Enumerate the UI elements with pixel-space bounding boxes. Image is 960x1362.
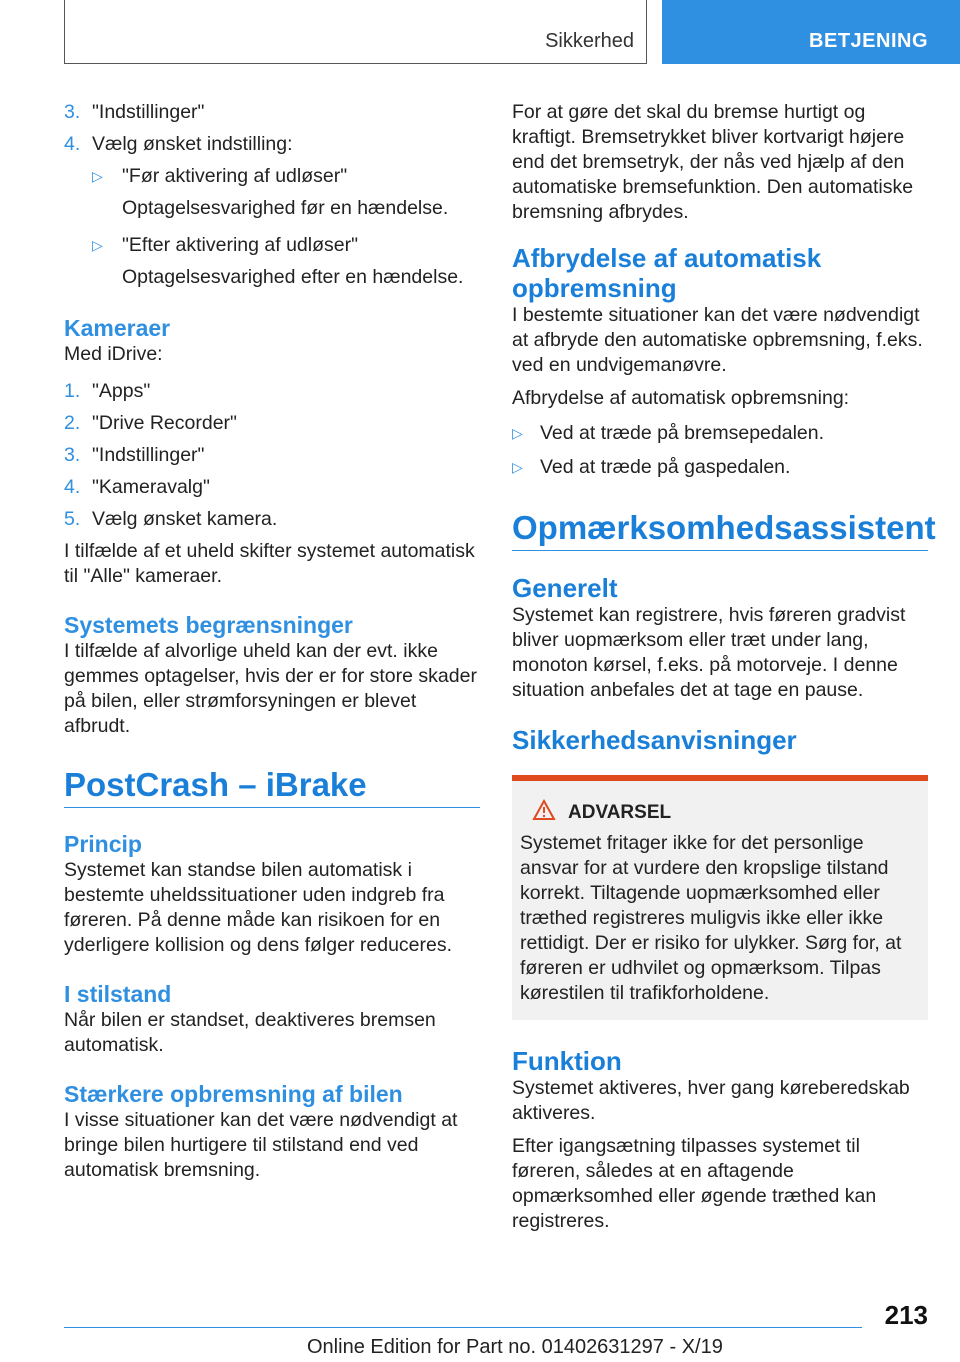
triangle-bullet-icon: ▷ [512, 459, 523, 475]
intro-text: For at gøre det skal du bremse hurtigt og kraftigt. Bremsetrykket bliver kortvarigt højere end det bremsetryk, der nås ved hjælp af den automatiske bremsefunktion. Den automatiske bremsning afbrydes. [512, 101, 914, 223]
list-number: 4. [64, 476, 81, 498]
kameraer-intro: Med iDrive: [64, 343, 163, 365]
funktion-text-1: Systemet aktiveres, hver gang køreberedskab aktiveres. [512, 1077, 910, 1124]
heading-systemets: Systemets begrænsninger [64, 612, 353, 638]
header-tab [662, 0, 960, 64]
generelt-text: Systemet kan registrere, hvis føreren gradvist bliver uopmærksom eller træt under lang, monoton kørsel, f.eks. på motorveje. I denne situation anbefales det at tage en pause. [512, 604, 906, 701]
stilstand-text: Når bilen er standset, deaktiveres bremsen automatisk. [64, 1009, 436, 1056]
afbrydelse-text: I bestemte situationer kan det være nødvendigt at afbryde den automatiske opbremsning, f.eks. ved en undvigemanøvre. [512, 304, 923, 376]
list-item [64, 507, 480, 532]
list-item [64, 411, 480, 436]
bullet-item [92, 164, 480, 189]
list-item [64, 100, 480, 125]
heading-opmaerksomhed: Opmærksomhedsassistent [512, 509, 936, 546]
chapter-heading-wrap [512, 506, 936, 551]
heading-postcrash: PostCrash – iBrake [64, 766, 367, 803]
list-text: "Indstillinger" [92, 444, 205, 466]
bullet-subtext: Optagelsesvarighed før en hændelse. [122, 197, 449, 219]
staerkere-text: I visse situationer kan det være nødvendigt at bringe bilen hurtigere til stilstand end ved automatisk bremsning. [64, 1109, 458, 1181]
heading-staerkere: Stærkere opbremsning af bilen [64, 1081, 403, 1107]
heading-sikkerhedsanvisninger: Sikkerhedsanvisninger [512, 725, 797, 755]
kameraer-text: I tilfælde af et uheld skifter systemet automatisk til "Alle" kameraer. [64, 540, 475, 587]
triangle-bullet-icon: ▷ [512, 425, 523, 441]
warning-box [512, 775, 928, 1020]
left-column [64, 100, 480, 1191]
heading-afbrydelse: Afbrydelse af automatisk opbremsning [512, 243, 822, 303]
list-item [64, 132, 480, 157]
list-item [64, 379, 480, 404]
header-section-title: Sikkerhed [545, 30, 634, 52]
warning-triangle-icon [520, 799, 568, 827]
list-number: 4. [64, 133, 81, 155]
header-tab-label: BETJENING [809, 30, 928, 52]
footer-divider [64, 1327, 862, 1328]
bullet-text: "Før aktivering af udløser" [122, 165, 348, 187]
footer-edition: Online Edition for Part no. 01402631297 - X/19 [307, 1336, 723, 1358]
warning-title: ADVARSEL [568, 802, 672, 823]
bullet-item [512, 421, 928, 446]
bullet-text: Ved at træde på bremsepedalen. [540, 422, 825, 444]
heading-funktion: Funktion [512, 1046, 622, 1076]
warning-header [520, 799, 920, 827]
warning-text: Systemet fritager ikke for det personlige ansvar for at vurdere den kropslige tilstand korrekt. Tiltagende uopmærksomhed eller træthed registreres muligvis ikke eller ikke rettidigt. Der er risiko for ulykker. Sørg for, at føreren er udhvilet og opmærksom. Tilpas kørestilen til trafikforholdene. [520, 832, 902, 1004]
heading-generelt: Generelt [512, 573, 618, 603]
list-number: 5. [64, 508, 81, 530]
systemets-text: I tilfælde af alvorlige uheld kan der evt. ikke gemmes optagelser, hvis der er for store skader på bilen, eller strømforsyningen er blevet afbrudt. [64, 640, 477, 737]
list-number: 2. [64, 412, 81, 434]
bullet-text: "Efter aktivering af udløser" [122, 234, 359, 256]
chapter-heading-wrap [64, 763, 480, 808]
heading-princip: Princip [64, 831, 142, 857]
list-number: 1. [64, 380, 81, 402]
bullet-subtext: Optagelsesvarighed efter en hændelse. [122, 266, 464, 288]
list-text: "Kameravalg" [92, 476, 210, 498]
triangle-bullet-icon: ▷ [92, 168, 103, 184]
list-text: "Indstillinger" [92, 101, 205, 123]
page-number: 213 [884, 1300, 928, 1330]
list-text: Vælg ønsket kamera. [92, 508, 278, 530]
princip-text: Systemet kan standse bilen automatisk i bestemte uheldssituationer uden indgreb fra føreren. På denne måde kan risikoen for en yderligere kollision og dens følger reduceres. [64, 859, 453, 956]
right-column [512, 100, 936, 1242]
list-text: Vælg ønsket indstilling: [92, 133, 293, 155]
list-number: 3. [64, 444, 81, 466]
heading-kameraer: Kameraer [64, 315, 171, 341]
list-text: "Drive Recorder" [92, 412, 237, 434]
afbrydelse-label: Afbrydelse af automatisk opbremsning: [512, 387, 850, 409]
funktion-text-2: Efter igangsætning tilpasses systemet til føreren, således at en aftagende opmærksomhed eller øgende træthed kan registreres. [512, 1135, 877, 1232]
list-text: "Apps" [92, 380, 151, 402]
list-item [64, 475, 480, 500]
bullet-item [92, 233, 480, 258]
bullet-item [512, 455, 928, 480]
list-item [64, 443, 480, 468]
heading-stilstand: I stilstand [64, 981, 172, 1007]
list-number: 3. [64, 101, 81, 123]
bullet-text: Ved at træde på gaspedalen. [540, 456, 791, 478]
triangle-bullet-icon: ▷ [92, 237, 103, 253]
